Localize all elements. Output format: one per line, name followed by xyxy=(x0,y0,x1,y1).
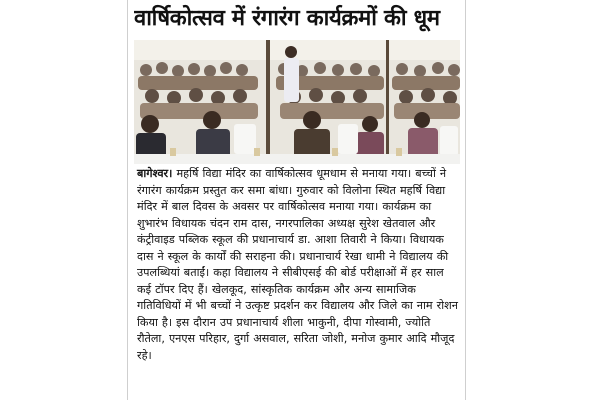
right-column-rule xyxy=(465,0,466,400)
event-photo-illustration xyxy=(134,40,460,164)
article-paragraph xyxy=(137,166,459,364)
article-body xyxy=(137,166,459,364)
event-photo xyxy=(134,40,460,164)
article-dateline: बागेश्वर। xyxy=(137,167,173,180)
headline: वार्षिकोत्सव में रंगारंग कार्यक्रमों की धूम xyxy=(134,6,440,31)
left-column-rule xyxy=(127,0,128,400)
article-text: महर्षि विद्या मंदिर का वार्षिकोत्सव धूमधाम से मनाया गया। बच्चों ने रंगारंग कार्यक्रम प्रस्तुत कर समा बांधा। गुरुवार को विलोना स्थित महर्षि विद्या मंदिर में बाल दिवस के अवसर पर वार्षिकोत्सव मनाया गया। कार्यक्रम का शुभारंभ विधायक चंदन राम दास, नगरपालिका अध्यक्ष सुरेश खेतवाल और कंट्रीवाइड पब्लिक स्कूल की प्रधानाचार्य डा. आशा तिवारी ने किया। विधायक दास ने स्कूल के कार्यों की सराहना की। प्रधानाचार्य रेखा धामी ने विद्यालय की उपलब्धियां बताईं। कहा विद्यालय ने सीबीएसई की बोर्ड परीक्षाओं में हर साल कई टॉपर दिए हैं। खेलकूद, सांस्कृतिक कार्यक्रम और अन्य सामाजिक गतिविधियों में भी बच्चों ने उत्कृष्ट प्रदर्शन कर विद्यालय और जिले का नाम रोशन किया है। इस दौरान उप प्रधानाचार्य शीला भाकुनी, दीपा गोस्वामी, ज्योति रौतेला, एनएस परिहार, दुर्गा असवाल, सरिता जोशी, मनोज कुमार आदि मौजूद रहे। xyxy=(137,167,458,362)
